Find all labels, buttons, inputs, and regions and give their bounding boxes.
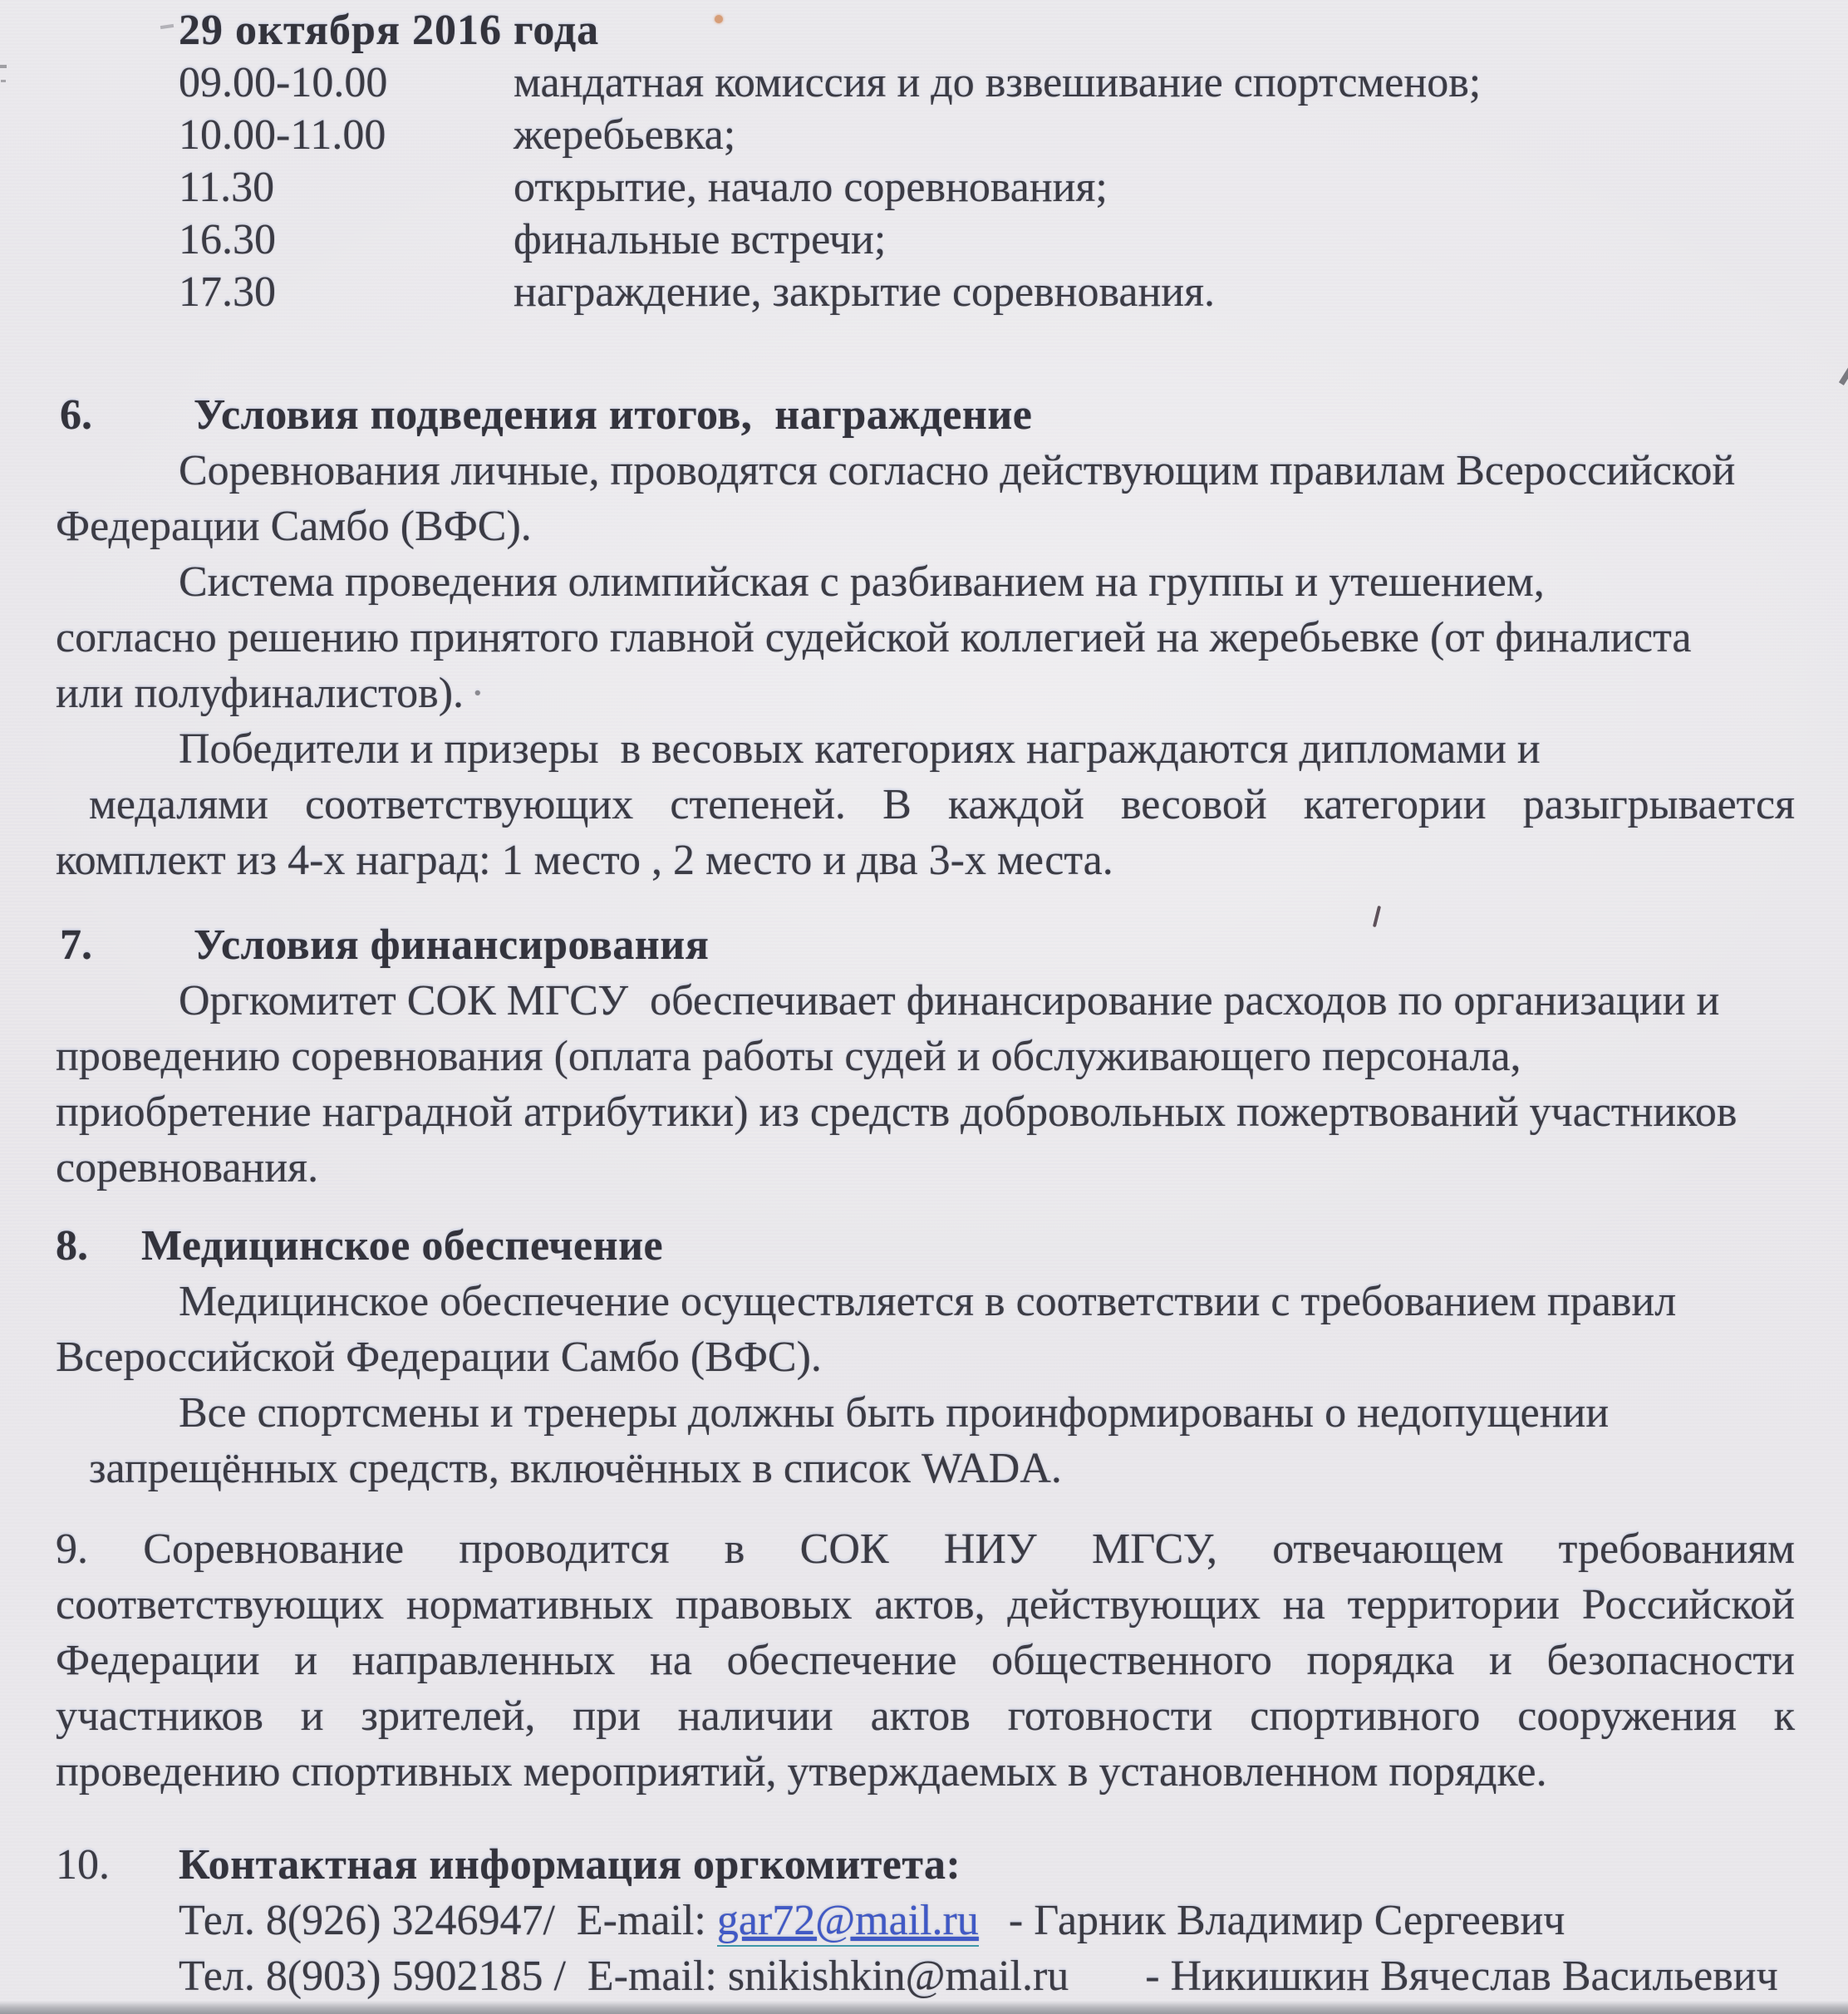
- paragraph-line: Оргкомитет СОК МГСУ обеспечивает финансирование расходов по организации и: [179, 977, 1720, 1024]
- schedule-row: [56, 56, 1795, 109]
- scan-artifact-speck: [0, 65, 7, 68]
- schedule-time: 17.30: [179, 268, 276, 316]
- schedule-event: открытие, начало соревнования;: [514, 164, 1108, 211]
- paragraph-line: проведению соревнования (оплата работы судей и обслуживающего персонала,: [56, 1033, 1521, 1080]
- paragraph-line: согласно решению принятого главной судейской коллегией на жеребьевке (от финалиста: [56, 614, 1692, 661]
- section-6-heading: [56, 388, 1795, 443]
- paragraph-line: приобретение наградной атрибутики) из средств добровольных пожертвований участников: [56, 1088, 1737, 1136]
- paragraph-line: проведению спортивных мероприятий, утверждаемых в установленном порядке.: [56, 1748, 1547, 1795]
- section-title: Медицинское обеспечение: [141, 1222, 664, 1270]
- scan-artifact-orange-dot: [715, 15, 723, 23]
- paragraph-line: запрещённых средств, включённых в список WADA.: [89, 1445, 1062, 1492]
- schedule-date-heading: 29 октября 2016 года: [179, 7, 600, 54]
- section-number: 7.: [60, 921, 92, 969]
- contact-person-name: - Гарник Владимир Сергеевич: [1008, 1897, 1565, 1944]
- section-6-results-awards: [56, 388, 1795, 888]
- section-number: 8.: [56, 1222, 88, 1270]
- paragraph-line: Соревнования личные, проводятся согласно действующим правилам Всероссийской: [179, 447, 1736, 494]
- section-number: 6.: [60, 391, 92, 439]
- paragraph-line: Медицинское обеспечение осуществляется в соответствии с требованием правил: [179, 1278, 1677, 1325]
- section-title: Условия финансирования: [194, 921, 710, 969]
- paragraph-line: Победители и призеры в весовых категориях награждаются дипломами и: [179, 725, 1541, 773]
- email-link[interactable]: gar72@mail.ru: [717, 1897, 979, 1947]
- section-7-financing: [56, 918, 1795, 1196]
- scan-stray-dot: ·: [470, 670, 485, 717]
- paragraph-line: 9. Соревнование проводится в СОК НИУ МГСУ, отвечающем требованиям: [56, 1525, 1795, 1573]
- paragraph-line: соревнования.: [56, 1144, 319, 1191]
- schedule-time: 09.00-10.00: [179, 59, 388, 106]
- schedule-time: 11.30: [179, 164, 275, 211]
- section-title: Условия подведения итогов, награждение: [194, 391, 1033, 439]
- paragraph-line: Федерации Самбо (ВФС).: [56, 503, 532, 550]
- paragraph-line: или полуфиналистов). ·: [56, 670, 485, 717]
- schedule-event: жеребьевка;: [514, 111, 736, 159]
- schedule-event: мандатная комиссия и до взвешивание спортсменов;: [514, 59, 1482, 106]
- contact-line-garnik: [56, 1893, 1795, 1948]
- contact-phone-email-text: Тел. 8(926) 3246947/ E-mail:: [179, 1897, 717, 1944]
- section-title: Контактная информация оргкомитета:: [179, 1841, 961, 1889]
- scan-artifact-speck: [1, 80, 6, 82]
- schedule-time: 10.00-11.00: [179, 111, 386, 159]
- section-10-heading: [56, 1838, 1795, 1893]
- contact-person-name: - Никишкин Вячеслав Васильевич: [1145, 1953, 1778, 2000]
- scan-bottom-edge: [0, 2001, 1848, 2014]
- paragraph-line: соответствующих нормативных правовых актов, действующих на территории Российской: [56, 1581, 1795, 1628]
- paragraph-line: Всероссийской Федерации Самбо (ВФС).: [56, 1334, 822, 1381]
- schedule-block: [56, 5, 1795, 318]
- schedule-row: [56, 266, 1795, 318]
- section-10-contacts: [56, 1838, 1795, 2004]
- paragraph-line: участников и зрителей, при наличии актов готовности спортивного сооружения к: [56, 1692, 1795, 1740]
- schedule-row: [56, 214, 1795, 266]
- paragraph-line: комплект из 4-х наград: 1 место , 2 место и два 3-х места.: [56, 837, 1113, 884]
- paragraph-line: Федерации и направленных на обеспечение общественного порядка и безопасности: [56, 1637, 1795, 1684]
- paragraph-line: Система проведения олимпийская с разбиванием на группы и утешением,: [179, 558, 1545, 606]
- section-8-medical: [56, 1219, 1795, 1496]
- section-7-heading: [56, 918, 1795, 973]
- contact-phone-email-text: Тел. 8(903) 5902185 / E-mail: snikishkin@mail.ru: [179, 1953, 1069, 2000]
- section-8-heading: [56, 1219, 1795, 1274]
- paragraph-line: Все спортсмены и тренеры должны быть проинформированы о недопущении: [179, 1389, 1610, 1437]
- section-9-venue-requirements: [56, 1521, 1795, 1800]
- paragraph-line: медалями соответствующих степеней. В каждой весовой категории разыгрывается: [89, 781, 1795, 828]
- schedule-row: [56, 109, 1795, 161]
- schedule-event: финальные встречи;: [514, 216, 887, 263]
- contact-line-nikishkin: [56, 1948, 1795, 2004]
- schedule-event: награждение, закрытие соревнования.: [514, 268, 1216, 316]
- schedule-time: 16.30: [179, 216, 276, 263]
- section-number: 10.: [56, 1841, 110, 1889]
- schedule-row: [56, 161, 1795, 214]
